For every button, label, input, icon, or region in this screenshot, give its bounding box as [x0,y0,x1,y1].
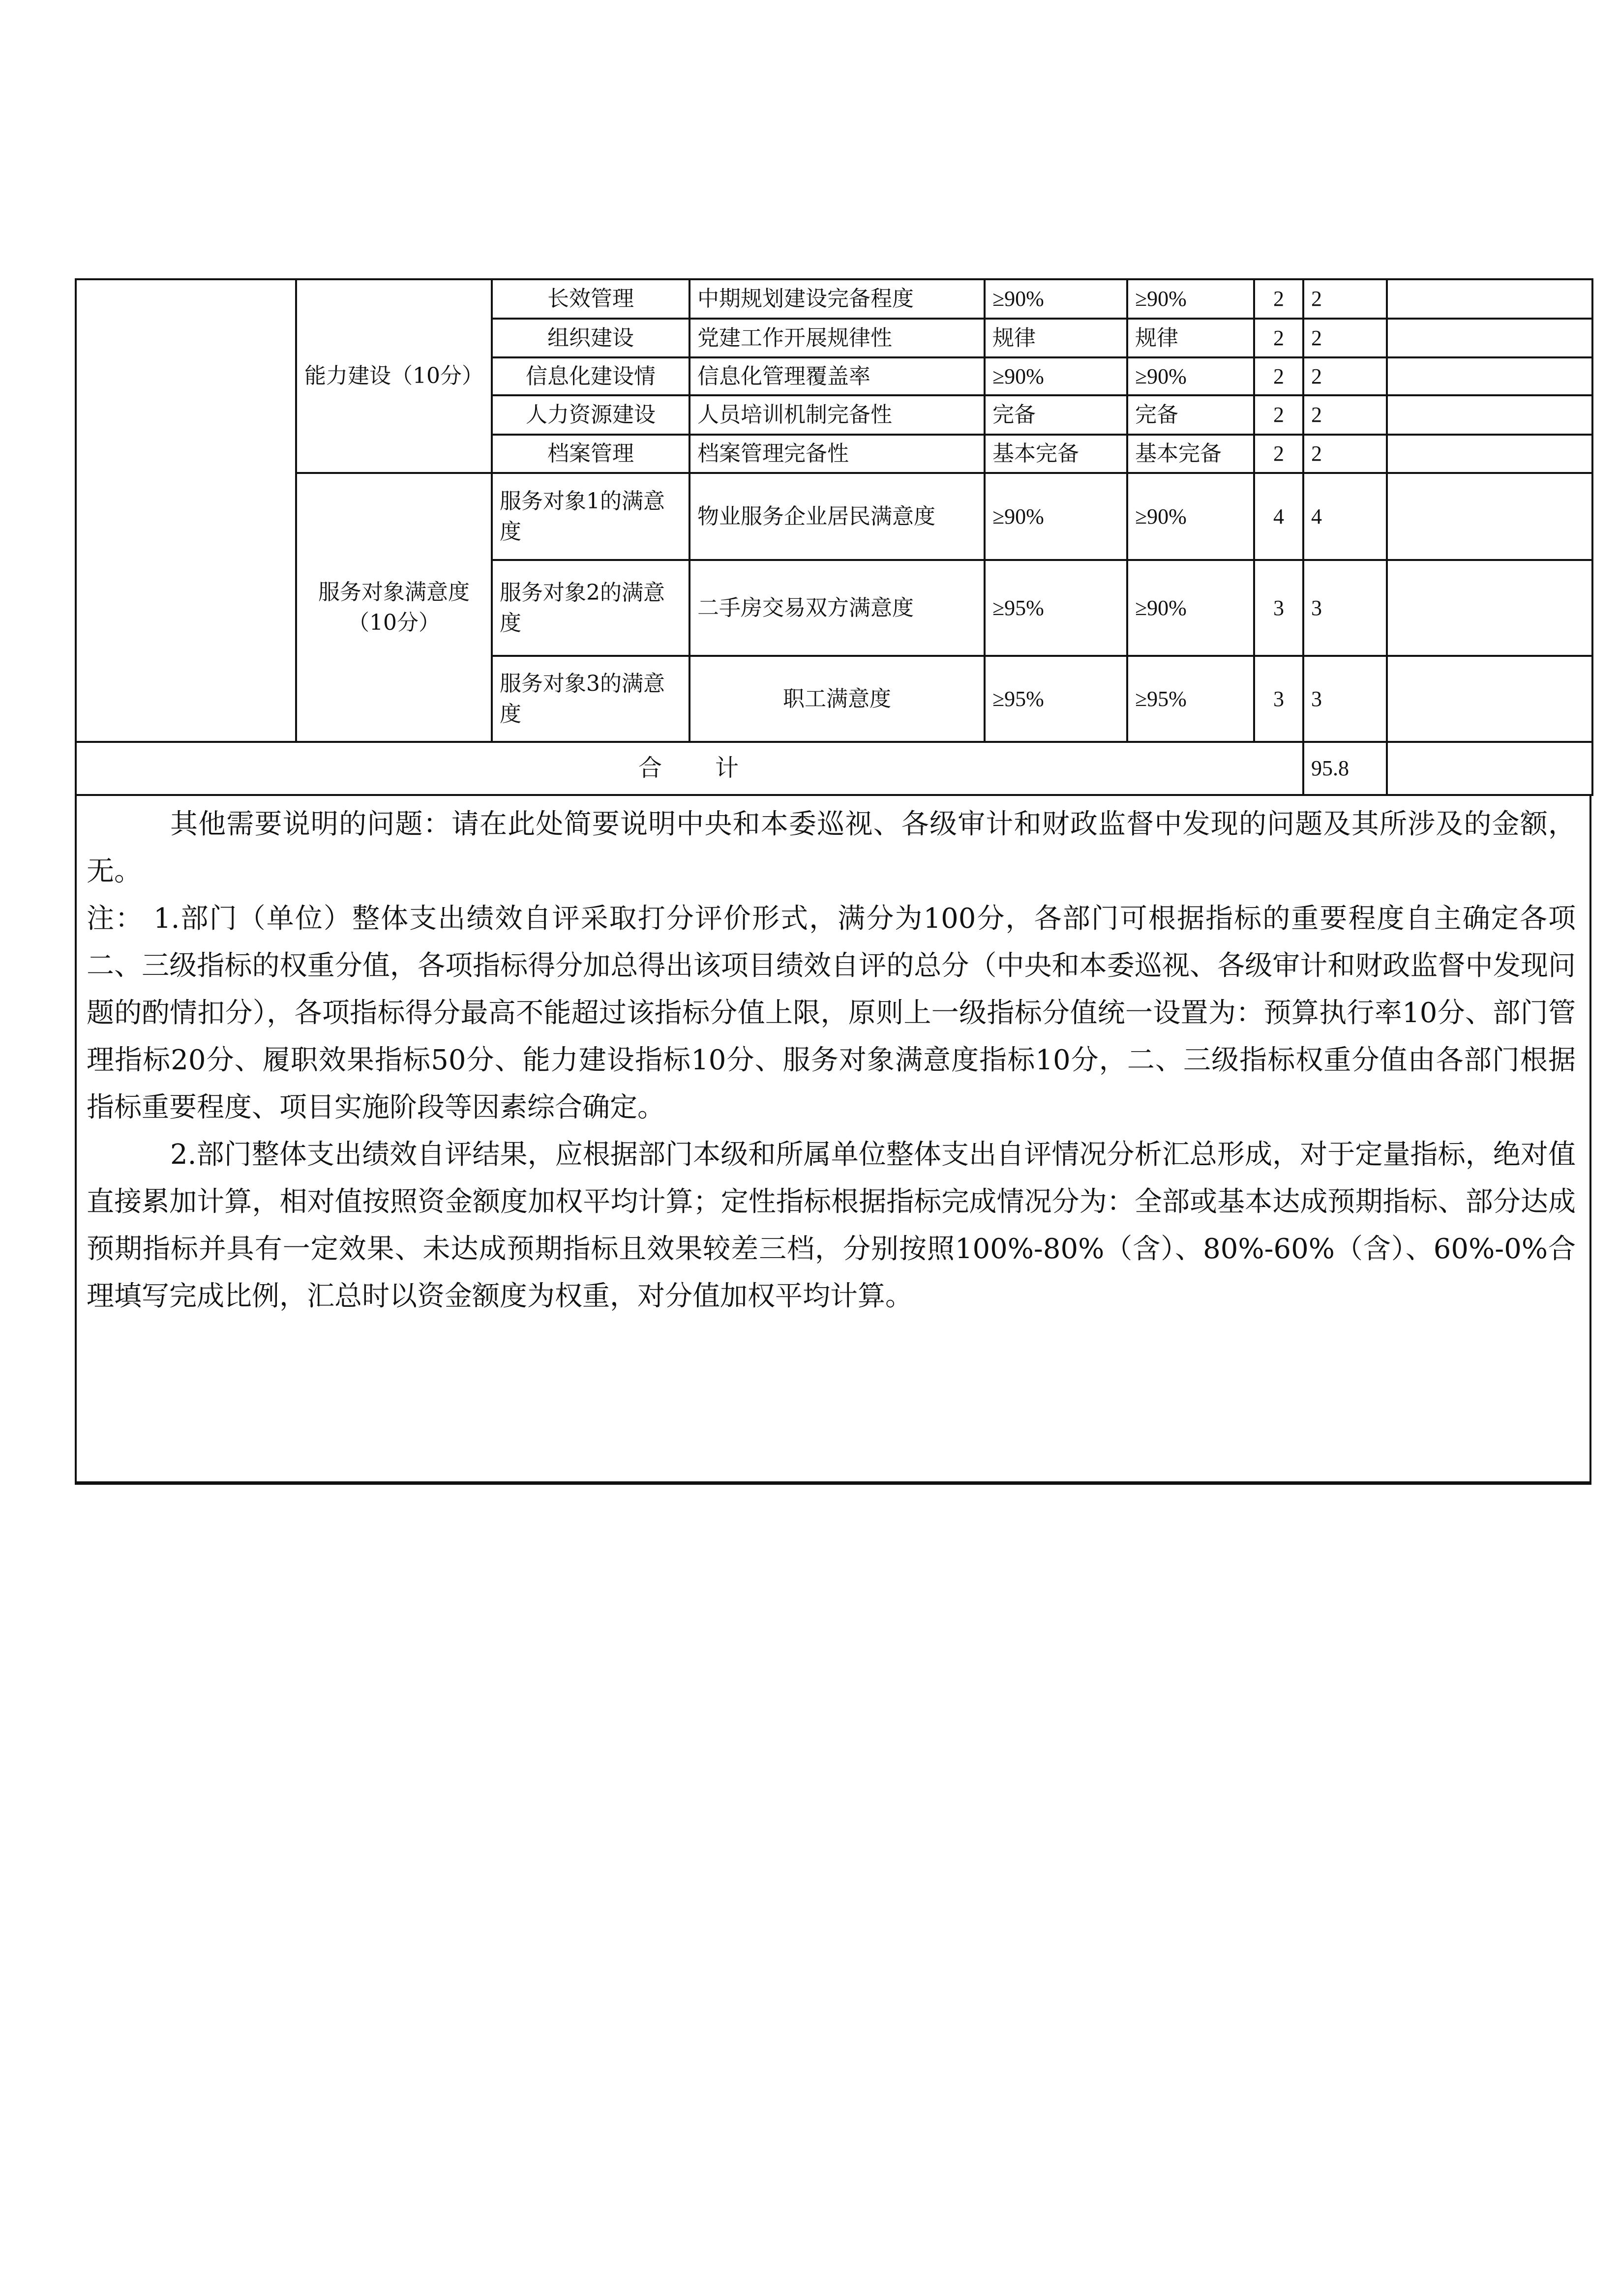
sub-indicator: 长效管理 [492,279,690,319]
remark [1387,656,1592,742]
indicator: 信息化管理覆盖率 [690,357,985,395]
total-score: 95.8 [1303,742,1387,795]
indicator: 党建工作开展规律性 [690,319,985,357]
remark [1387,357,1592,395]
score: 2 [1303,279,1387,319]
group-satisfaction: 服务对象满意度（10分） [296,473,492,742]
sub-indicator: 服务对象2的满意度 [492,560,690,656]
target-value: ≥90% [985,279,1127,319]
sub-indicator: 组织建设 [492,319,690,357]
indicator: 二手房交易双方满意度 [690,560,985,656]
weight: 2 [1254,395,1303,435]
actual-value: ≥90% [1127,560,1254,656]
remark [1387,435,1592,473]
target-value: ≥90% [985,473,1127,560]
actual-value: ≥95% [1127,656,1254,742]
table-row [76,279,1592,319]
sub-indicator: 人力资源建设 [492,395,690,435]
sub-indicator: 服务对象3的满意度 [492,656,690,742]
score: 2 [1303,395,1387,435]
sub-indicator: 档案管理 [492,435,690,473]
target-value: 完备 [985,395,1127,435]
score: 2 [1303,319,1387,357]
weight: 4 [1254,473,1303,560]
indicator: 中期规划建设完备程度 [690,279,985,319]
total-label: 合 计 [76,742,1303,795]
target-value: 规律 [985,319,1127,357]
sub-indicator: 服务对象1的满意度 [492,473,690,560]
weight: 2 [1254,357,1303,395]
score: 2 [1303,357,1387,395]
remark [1387,473,1592,560]
indicator: 物业服务企业居民满意度 [690,473,985,560]
actual-value: 完备 [1127,395,1254,435]
score: 4 [1303,473,1387,560]
weight: 3 [1254,656,1303,742]
remark [1387,560,1592,656]
score: 2 [1303,435,1387,473]
remark [1387,279,1592,319]
target-value: ≥95% [985,560,1127,656]
score: 3 [1303,656,1387,742]
total-row [76,742,1592,795]
actual-value: ≥90% [1127,473,1254,560]
actual-value: 规律 [1127,319,1254,357]
notes-box [75,794,1591,1485]
group-capability: 能力建设（10分） [296,279,492,473]
table-row [76,473,1592,560]
note-2-text: 2.部门整体支出绩效自评结果，应根据部门本级和所属单位整体支出自评情况分析汇总形成，对于定量指标，绝对值直接累加计算，相对值按照资金额度加权平均计算；定性指标根据指标完成情况分为：全部或基本达成预期指标、部分达成预期指标并具有一定效果、未达成预期指标且效果较差三档，分别按照100%-80%（含）、80%-60%（含）、60%-0%合理填写完成比例，汇总时以资金额度为权重，对分值加权平均计算。 [87,1139,1576,1312]
target-value: 基本完备 [985,435,1127,473]
note-1-text: 注： 1.部门（单位）整体支出绩效自评采取打分评价形式，满分为100分，各部门可根据指标的重要程度自主确定各项二、三级指标的权重分值，各项指标得分加总得出该项目绩效自评的总分（中央和本委巡视、各级审计和财政监督中发现问题的酌情扣分），各项指标得分最高不能超过该指标分值上限，原则上一级指标分值统一设置为：预算执行率10分、部门管理指标20分、履职效果指标50分、能力建设指标10分、服务对象满意度指标10分，二、三级指标权重分值由各部门根据指标重要程度、项目实施阶段等因素综合确定。 [87,903,1576,1123]
sub-indicator: 信息化建设情 [492,357,690,395]
score: 3 [1303,560,1387,656]
target-value: ≥90% [985,357,1127,395]
actual-value: ≥90% [1127,279,1254,319]
remark [1387,395,1592,435]
weight: 2 [1254,279,1303,319]
other-issues-text: 其他需要说明的问题：请在此处简要说明中央和本委巡视、各级审计和财政监督中发现的问题及其所涉及的金额，无。 [87,808,1576,887]
indicator: 档案管理完备性 [690,435,985,473]
weight: 2 [1254,435,1303,473]
weight: 3 [1254,560,1303,656]
target-value: ≥95% [985,656,1127,742]
actual-value: 基本完备 [1127,435,1254,473]
weight: 2 [1254,319,1303,357]
indicator: 人员培训机制完备性 [690,395,985,435]
level1-cell-empty [76,279,296,742]
total-remark [1387,742,1592,795]
remark [1387,319,1592,357]
performance-table [75,278,1593,796]
actual-value: ≥90% [1127,357,1254,395]
indicator: 职工满意度 [690,656,985,742]
